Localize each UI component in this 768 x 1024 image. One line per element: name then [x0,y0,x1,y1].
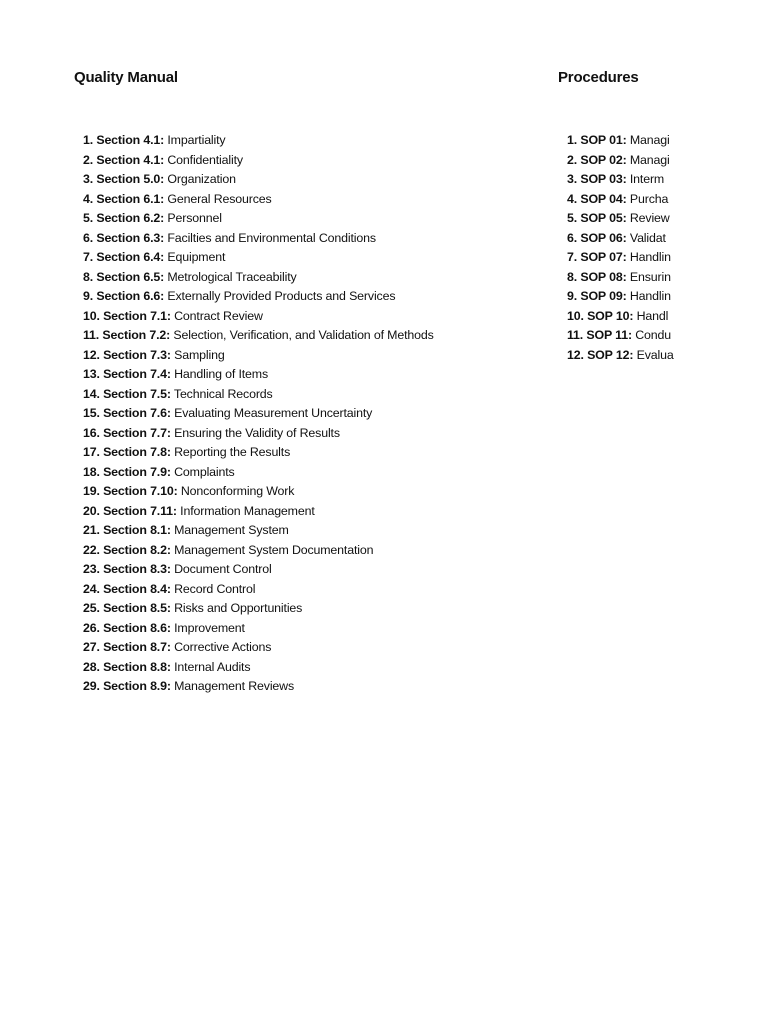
list-item [83,326,434,346]
item-text: Information Management [176,503,315,518]
list-item [83,463,434,483]
item-label: 4. Section 6.1: [83,191,165,206]
item-label: 6. SOP 06: [567,230,627,245]
item-text: Risks and Opportunities [170,601,303,615]
item-label: 3. Section 5.0: [83,172,165,186]
item-text: General Resources [164,191,272,206]
item-text: Reporting the Results [170,445,291,459]
item-text: Review [626,211,670,225]
item-text: Selection, Verification, and Validation of Methods [170,328,434,342]
item-label: 3. SOP 03: [567,172,627,186]
item-text: Organization [164,172,236,186]
item-text: Confidentiality [164,152,243,167]
item-text: Record Control [170,581,256,596]
list-item [83,677,434,697]
item-label: 14. Section 7.5: [83,386,171,401]
item-label: 11. SOP 11: [567,328,632,342]
procedures-list [567,131,674,365]
item-label: 8. SOP 08: [567,269,627,284]
list-item [83,170,434,190]
list-item [83,248,434,268]
list-item [83,424,434,444]
item-label: 23. Section 8.3: [83,562,171,576]
item-text: Evaluating Measurement Uncertainty [170,406,373,420]
item-text: Ensuring the Validity of Results [170,425,340,440]
item-label: 10. SOP 10: [567,308,634,323]
item-text: Management System Documentation [170,542,374,557]
list-item [567,229,669,249]
list-item [83,151,434,171]
item-text: Equipment [164,250,226,264]
item-label: 27. Section 8.7: [83,640,171,654]
item-label: 5. SOP 05: [567,211,627,225]
list-item [83,287,434,307]
list-item [567,209,669,229]
item-label: 4. SOP 04: [567,191,627,206]
item-text: Facilties and Environmental Conditions [164,230,376,245]
item-label: 24. Section 8.4: [83,581,171,596]
list-item [83,307,434,327]
item-text: Complaints [170,464,235,479]
item-label: 10. Section 7.1: [83,308,171,323]
item-label: 21. Section 8.1: [83,523,171,537]
item-text: Handlin [626,250,671,264]
list-item [567,326,672,346]
quality-manual-list [83,131,434,697]
quality-manual-heading: Quality Manual [74,69,178,86]
list-item [83,365,434,385]
item-text: Management System [170,523,289,537]
item-text: Corrective Actions [170,640,272,654]
list-item [567,248,669,268]
list-item [83,638,434,658]
list-item [83,541,434,561]
item-text: Validat [626,230,666,245]
list-item [83,190,434,210]
item-text: Internal Audits [170,659,251,674]
item-text: Management Reviews [170,679,295,693]
list-item [567,151,669,171]
item-text: Managi [626,133,670,147]
list-item [567,346,674,366]
list-item [567,190,669,210]
item-label: 15. Section 7.6: [83,406,171,420]
item-text: Impartiality [164,133,226,147]
item-text: Handling of Items [170,367,268,381]
item-text: Nonconforming Work [177,484,295,498]
item-label: 12. Section 7.3: [83,347,171,362]
item-text: Improvement [170,620,245,635]
list-item [83,385,434,405]
item-text: Contract Review [170,308,263,323]
list-item [83,404,434,424]
item-text: Purcha [626,191,669,206]
item-text: Interm [626,172,665,186]
item-text: Technical Records [170,386,273,401]
list-item [567,307,669,327]
item-label: 28. Section 8.8: [83,659,171,674]
item-label: 17. Section 7.8: [83,445,171,459]
item-label: 2. SOP 02: [567,152,627,167]
item-text: Evalua [633,347,674,362]
item-label: 26. Section 8.6: [83,620,171,635]
list-item [567,268,669,288]
list-item [83,482,434,502]
list-item [83,619,434,639]
item-label: 9. Section 6.6: [83,289,165,303]
list-item [83,346,434,366]
item-text: Personnel [164,211,222,225]
item-text: Sampling [170,347,225,362]
list-item [83,521,434,541]
list-item [83,599,434,619]
item-label: 25. Section 8.5: [83,601,171,615]
item-label: 2. Section 4.1: [83,152,165,167]
item-text: Metrological Traceability [164,269,297,284]
item-label: 6. Section 6.3: [83,230,165,245]
item-label: 12. SOP 12: [567,347,634,362]
item-label: 7. SOP 07: [567,250,627,264]
item-label: 5. Section 6.2: [83,211,165,225]
procedures-heading: Procedures [558,69,639,86]
item-label: 13. Section 7.4: [83,367,171,381]
item-text: Condu [631,328,672,342]
procedures-column [567,131,674,371]
item-label: 1. Section 4.1: [83,133,165,147]
item-label: 18. Section 7.9: [83,464,171,479]
list-item [83,131,434,151]
list-item [567,131,669,151]
item-text: Externally Provided Products and Services [164,289,396,303]
item-text: Handlin [626,289,671,303]
list-item [567,170,669,190]
item-text: Ensurin [626,269,671,284]
item-label: 29. Section 8.9: [83,679,171,693]
list-item [83,209,434,229]
item-text: Managi [626,152,670,167]
item-text: Handl [633,308,669,323]
item-label: 8. Section 6.5: [83,269,165,284]
list-item [567,287,669,307]
item-label: 20. Section 7.11: [83,503,177,518]
list-item [83,268,434,288]
list-item [83,560,434,580]
list-item [83,502,434,522]
list-item [83,658,434,678]
item-label: 9. SOP 09: [567,289,627,303]
item-label: 16. Section 7.7: [83,425,171,440]
list-item [83,229,434,249]
item-label: 19. Section 7.10: [83,484,178,498]
list-item [83,443,434,463]
list-item [83,580,434,600]
item-label: 11. Section 7.2: [83,328,171,342]
item-label: 22. Section 8.2: [83,542,171,557]
item-label: 1. SOP 01: [567,133,627,147]
item-text: Document Control [170,562,272,576]
item-label: 7. Section 6.4: [83,250,165,264]
